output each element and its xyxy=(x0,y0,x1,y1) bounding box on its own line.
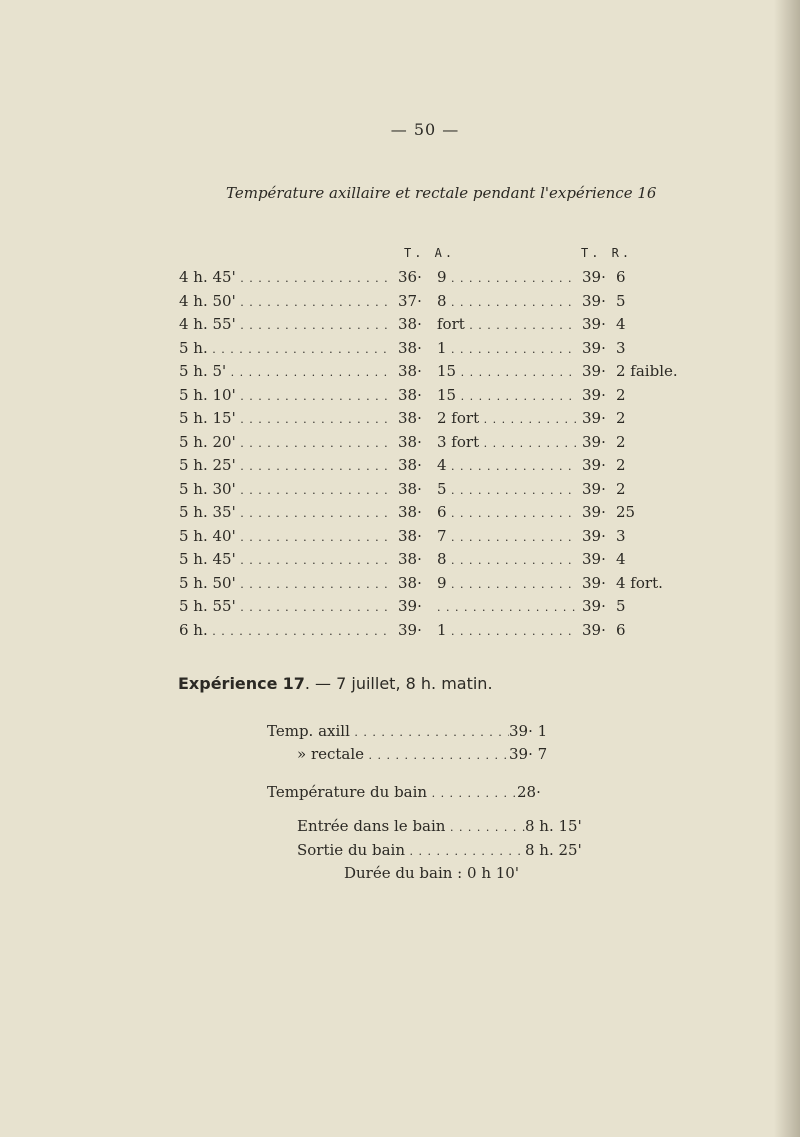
row-time: 5 h. 45' . . . xyxy=(179,550,387,568)
sortie-bain-label: Sortie du bain . . . xyxy=(297,841,525,859)
row-tr-integer: 39· xyxy=(582,620,606,639)
table-row xyxy=(0,501,800,525)
row-ta-decimal: 9 . . . xyxy=(437,574,577,592)
bain-temperature-value: 28· xyxy=(517,783,541,801)
row-ta-integer: 38· xyxy=(398,526,422,545)
row-ta-decimal: fort . . . xyxy=(437,315,577,333)
row-tr-decimal: 2 xyxy=(616,409,626,427)
row-ta-integer: 38· xyxy=(398,573,422,592)
row-ta-integer: 37· xyxy=(398,291,422,310)
row-ta-decimal: 1 . . . xyxy=(437,339,577,357)
column-header-ta: T. A. xyxy=(404,246,456,260)
row-ta-decimal: 2 fort . . . xyxy=(437,409,577,427)
row-tr-integer: 39· xyxy=(582,573,606,592)
experience-number: 17 xyxy=(282,674,305,693)
row-time: 5 h. 35' . . . xyxy=(179,503,387,521)
bain-temperature-label: Température du bain . . . xyxy=(267,783,517,801)
row-ta-decimal: 6 . . . xyxy=(437,503,577,521)
table-row xyxy=(0,525,800,549)
table-row xyxy=(0,337,800,361)
sortie-bain-value: 8 h. 25' xyxy=(525,841,582,859)
row-ta-decimal: 8 . . . xyxy=(437,550,577,568)
row-time: 5 h. 25' . . . xyxy=(179,456,387,474)
row-time: 5 h. 15' . . . xyxy=(179,409,387,427)
table-row xyxy=(0,619,800,643)
row-time: 5 h. 50' . . . xyxy=(179,574,387,592)
row-tr-decimal: 25 xyxy=(616,503,636,521)
row-ta-decimal xyxy=(437,597,577,615)
row-time: 5 h. 5' . . . xyxy=(179,362,387,380)
row-tr-integer: 39· xyxy=(582,432,606,451)
row-tr-integer: 39· xyxy=(582,268,606,286)
row-tr-integer: 39· xyxy=(582,503,606,521)
row-tr-integer: 39· xyxy=(582,550,606,568)
row-tr-integer: 39· xyxy=(582,479,606,498)
row-tr-integer: 39· xyxy=(582,385,606,404)
row-ta-integer: 38· xyxy=(398,479,422,498)
row-ta-integer: 38· xyxy=(398,385,422,404)
row-tr-decimal: 2 xyxy=(616,479,626,498)
row-ta-integer: 39· xyxy=(398,620,422,639)
row-tr-decimal: 4 xyxy=(616,550,626,568)
row-tr-decimal: 3 xyxy=(616,526,626,545)
row-tr-integer: 39· xyxy=(582,409,606,427)
table-row xyxy=(0,478,800,502)
row-tr-integer: 39· xyxy=(582,526,606,545)
temp-axill-label: Temp. axill . . . xyxy=(267,722,509,740)
row-ta-integer: 38· xyxy=(398,362,422,380)
table-row xyxy=(0,431,800,455)
temp-axill-value: 39· 1 xyxy=(509,722,548,740)
row-tr-integer: 39· xyxy=(582,338,606,357)
temp-axill-line xyxy=(267,722,547,740)
row-ta-decimal: 3 fort . . . xyxy=(437,433,577,451)
row-ta-decimal: 7 . . . xyxy=(437,527,577,545)
row-tr-decimal: 2 xyxy=(616,385,626,404)
entree-bain-label: Entrée dans le bain . . . xyxy=(297,817,525,835)
row-ta-integer: 38· xyxy=(398,315,422,333)
row-tr-decimal: 6 xyxy=(616,620,626,639)
row-tr-decimal: 2 xyxy=(616,432,626,451)
temp-rectale-line xyxy=(297,745,547,763)
row-time: 5 h. . . . xyxy=(179,339,387,357)
table-row xyxy=(0,290,800,314)
table-title: Température axillaire et rectale pendant l'expérience 16 xyxy=(226,184,657,202)
table-row xyxy=(0,454,800,478)
row-tr-integer: 39· xyxy=(582,315,606,333)
column-header-tr: T. R. xyxy=(581,246,633,260)
row-time: 4 h. 50' . . . xyxy=(179,292,387,310)
experience-label: Expérience xyxy=(178,674,278,693)
row-tr-decimal: 4 fort. xyxy=(616,573,663,592)
temp-rectale-value: 39· 7 xyxy=(509,745,548,763)
row-tr-integer: 39· xyxy=(582,362,606,380)
row-ta-integer: 38· xyxy=(398,503,422,521)
row-ta-integer: 38· xyxy=(398,456,422,474)
table-row xyxy=(0,266,800,290)
row-ta-decimal: 1 . . . xyxy=(437,621,577,639)
table-row xyxy=(0,572,800,596)
table-row xyxy=(0,384,800,408)
temp-rectale-label: » rectale . . . xyxy=(297,745,509,763)
experience-date: . — 7 juillet, 8 h. matin. xyxy=(304,674,493,693)
row-tr-decimal: 3 xyxy=(616,338,626,357)
row-time: 4 h. 55' . . . xyxy=(179,315,387,333)
row-time: 4 h. 45' . . . xyxy=(179,268,387,286)
page-number: — 50 — xyxy=(390,120,460,139)
row-tr-decimal: 4 xyxy=(616,315,626,333)
row-ta-decimal: 5 . . . xyxy=(437,480,577,498)
table-row xyxy=(0,313,800,337)
entree-bain-value: 8 h. 15' xyxy=(525,817,582,835)
row-tr-decimal: 2 xyxy=(616,456,626,474)
row-ta-integer: 38· xyxy=(398,432,422,451)
row-ta-integer: 38· xyxy=(398,409,422,427)
row-ta-decimal: 9 . . . xyxy=(437,268,577,286)
row-tr-decimal: 5 xyxy=(616,597,626,615)
row-ta-decimal: 15 . . . xyxy=(437,386,577,404)
row-ta-integer: 38· xyxy=(398,550,422,568)
row-time: 5 h. 30' . . . xyxy=(179,480,387,498)
row-ta-decimal: 8 . . . xyxy=(437,292,577,310)
table-row xyxy=(0,595,800,619)
row-ta-decimal: 15 . . . xyxy=(437,362,577,380)
row-time: 5 h. 55' . . . xyxy=(179,597,387,615)
experience-heading xyxy=(178,674,493,693)
row-tr-integer: 39· xyxy=(582,456,606,474)
temperature-table xyxy=(0,266,800,642)
row-time: 5 h. 40' . . . xyxy=(179,527,387,545)
row-tr-decimal: 5 xyxy=(616,291,626,310)
entree-bain-line xyxy=(297,817,582,835)
row-ta-integer: 36· xyxy=(398,268,422,286)
row-ta-integer: 38· xyxy=(398,338,422,357)
table-row xyxy=(0,548,800,572)
row-time: 6 h. . . . xyxy=(179,621,387,639)
table-row xyxy=(0,407,800,431)
row-time: 5 h. 10' . . . xyxy=(179,386,387,404)
row-ta-decimal: 4 . . . xyxy=(437,456,577,474)
row-ta-integer: 39· xyxy=(398,597,422,615)
row-tr-integer: 39· xyxy=(582,291,606,310)
table-row xyxy=(0,360,800,384)
row-tr-decimal: 6 xyxy=(616,268,626,286)
row-tr-decimal: 2 faible. xyxy=(616,362,678,380)
row-time: 5 h. 20' . . . xyxy=(179,433,387,451)
duree-bain: Durée du bain : 0 h 10' xyxy=(344,864,519,882)
bain-temperature-line xyxy=(267,783,541,801)
row-tr-integer: 39· xyxy=(582,597,606,615)
sortie-bain-line xyxy=(297,841,582,859)
